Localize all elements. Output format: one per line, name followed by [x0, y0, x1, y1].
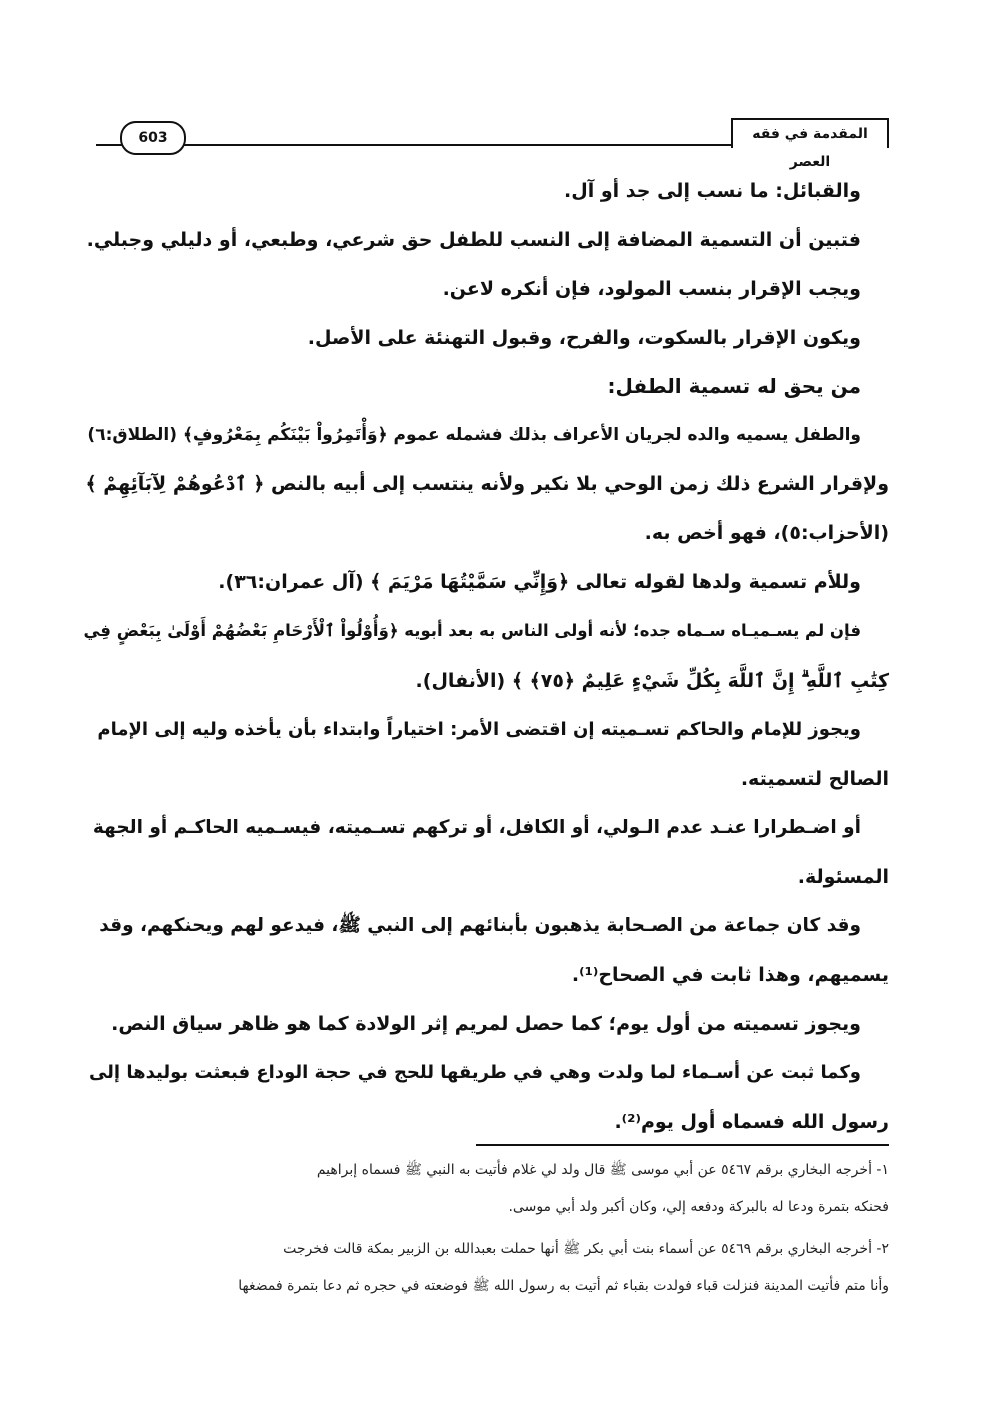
body-line: ولإقرار الشرع ذلك زمن الوحي بلا نكير ولأنه ينتسب إلى أبيه بالنص ﴿ ٱدْعُوهُمْ لِآبَآئِهِمْ ﴾	[85, 473, 889, 495]
body-line: ويكون الإقرار بالسكوت، والفرح، وقبول التهنئة على الأصل.	[307, 327, 861, 349]
body-line: يسميهم، وهذا ثابت في الصحاح⁽¹⁾.	[571, 964, 889, 986]
section-heading: من يحق له تسمية الطفل:	[607, 374, 861, 398]
footnote-separator	[476, 1144, 889, 1146]
body-line: (الأحزاب:٥)، فهو أخص به.	[644, 522, 889, 544]
body-line: وقد كان جماعة من الصـحابة يذهبون بأبنائهم إلى النبي ﷺ، فيدعو لهم ويحنكهم، وقد	[99, 915, 861, 936]
body-line: والقبائل: ما نسب إلى جد أو آل.	[564, 180, 861, 202]
body-line: وكما ثبت عن أسـماء لما ولدت وهي في طريقها للحج في حجة الوداع فبعثت بوليدها إلى	[88, 1062, 861, 1083]
body-line: ويجوز للإمام والحاكم تسـميته إن اقتضى الأمر: اختياراً وابتداء بأن يأخذه وليه إلى الإمام	[97, 719, 861, 740]
footnote-line: وأنا متم فأتيت المدينة فنزلت قباء فولدت بقباء ثم أتيت به رسول الله ﷺ فوضعته في حجره ثم دعا بتمرة فمضغها	[238, 1278, 889, 1294]
footnote-line: ١- أخرجه البخاري برقم ٥٤٦٧ عن أبي موسى ﷺ قال ولد لي غلام فأتيت به النبي ﷺ فسماه إبراهيم	[316, 1162, 889, 1178]
footnote-line: ٢- أخرجه البخاري برقم ٥٤٦٩ عن أسماء بنت أبي بكر ﷺ أنها حملت بعبدالله بن الزبير بمكة قالت فخرجت	[283, 1241, 889, 1257]
book-title: المقدمة في فقه العصر	[731, 118, 889, 148]
page-number: 603	[120, 121, 186, 155]
footnote-line: فحنكه بتمرة ودعا له بالبركة ودفعه إلي، وكان أكبر ولد أبي موسى.	[508, 1199, 889, 1215]
body-line: أو اضـطرارا عنـد عدم الـولي، أو الكافل، أو تركهم تسـميته، فيسـميه الحاكـم أو الجهة	[92, 817, 861, 838]
body-line: ويجوز تسميته من أول يوم؛ كما حصل لمريم إثر الولادة كما هو ظاهر سياق النص.	[111, 1013, 861, 1035]
body-line: والطفل يسميه والده لجريان الأعراف بذلك فشمله عموم ﴿وَأْتَمِرُواْ بَيْنَكُم بِمَعْرُوفٍ﴾ (الطلاق:٦)	[87, 425, 861, 445]
body-line: كِتَٰبِ ٱللَّهِ ۗ إِنَّ ٱللَّهَ بِكُلِّ شَيْءٍ عَلِيمٌ ﴿٧٥﴾ ﴾ (الأنفال).	[415, 670, 889, 692]
body-line: رسول الله فسماه أول يوم⁽²⁾.	[614, 1111, 889, 1133]
body-line: وللأم تسمية ولدها لقوله تعالى ﴿وَإِنِّي سَمَّيْتُهَا مَرْيَمَ ﴾ (آل عمران:٣٦).	[218, 571, 861, 593]
body-line: المسئولة.	[797, 866, 889, 888]
body-line: فتبين أن التسمية المضافة إلى النسب للطفل حق شرعي، وطبعي، أو دليلي وجبلي.	[86, 229, 861, 251]
body-line: فإن لم يسـميـاه سـماه جده؛ لأنه أولى الناس به بعد أبويه ﴿وَأُوْلُواْ ٱلْأَرْحَامِ بَعْضُهُمْ أَوْلَىٰ بِبَعْضٍ فِي	[83, 621, 861, 640]
body-line: ويجب الإقرار بنسب المولود، فإن أنكره لاعن.	[442, 278, 861, 300]
body-line: الصالح لتسميته.	[740, 768, 889, 790]
